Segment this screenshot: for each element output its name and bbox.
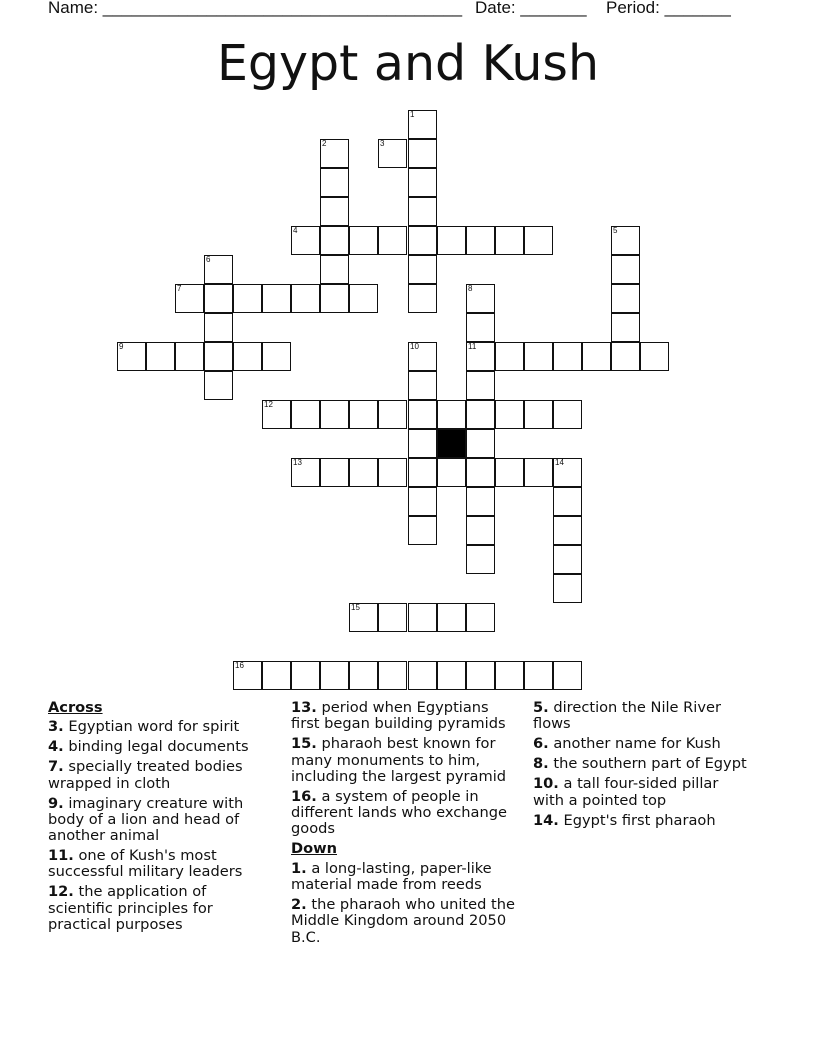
crossword-cell[interactable] bbox=[408, 458, 437, 487]
crossword-cell[interactable] bbox=[524, 661, 553, 690]
crossword-cell[interactable] bbox=[349, 661, 378, 690]
crossword-cell[interactable] bbox=[320, 255, 349, 284]
crossword-black-cell bbox=[437, 429, 466, 458]
clue-down-6 bbox=[533, 736, 748, 752]
clue-number: 10. bbox=[533, 775, 559, 793]
crossword-cell[interactable] bbox=[320, 197, 349, 226]
crossword-cell[interactable] bbox=[408, 603, 437, 632]
cell-number: 15 bbox=[351, 603, 360, 612]
crossword-cell[interactable] bbox=[495, 458, 524, 487]
clue-text: imaginary creature with body of a lion and head of another animal bbox=[48, 794, 244, 845]
crossword-cell[interactable] bbox=[553, 400, 582, 429]
crossword-cell-14[interactable] bbox=[553, 458, 582, 487]
crossword-cell-8[interactable] bbox=[466, 284, 495, 313]
crossword-cell[interactable] bbox=[262, 661, 291, 690]
crossword-cell[interactable] bbox=[553, 545, 582, 574]
crossword-cell-3[interactable] bbox=[378, 139, 407, 168]
crossword-cell[interactable] bbox=[524, 400, 553, 429]
date-field-label[interactable]: Date: _______ bbox=[475, 0, 587, 17]
crossword-cell[interactable] bbox=[466, 226, 495, 255]
crossword-cell-11[interactable] bbox=[466, 342, 495, 371]
clue-number: 5. bbox=[533, 699, 549, 716]
crossword-cell[interactable] bbox=[408, 371, 437, 400]
crossword-cell[interactable] bbox=[437, 661, 466, 690]
crossword-cell[interactable] bbox=[291, 400, 320, 429]
crossword-cell[interactable] bbox=[204, 313, 233, 342]
crossword-cell[interactable] bbox=[378, 458, 407, 487]
crossword-cell[interactable] bbox=[553, 574, 582, 603]
crossword-cell[interactable] bbox=[437, 458, 466, 487]
crossword-cell-16[interactable] bbox=[233, 661, 262, 690]
crossword-cell[interactable] bbox=[204, 371, 233, 400]
crossword-cell[interactable] bbox=[408, 284, 437, 313]
crossword-cell[interactable] bbox=[466, 400, 495, 429]
crossword-cell[interactable] bbox=[378, 661, 407, 690]
crossword-cell[interactable] bbox=[349, 458, 378, 487]
clue-text: specially treated bodies wrapped in cloth bbox=[48, 758, 243, 792]
cell-number: 8 bbox=[468, 284, 473, 293]
clue-number: 9. bbox=[48, 794, 64, 812]
crossword-cell[interactable] bbox=[611, 342, 640, 371]
cell-number: 3 bbox=[380, 139, 385, 148]
clue-text: direction the Nile River flows bbox=[533, 699, 721, 733]
crossword-cell[interactable] bbox=[408, 139, 437, 168]
crossword-cell[interactable] bbox=[378, 226, 407, 255]
cell-number: 10 bbox=[410, 342, 419, 351]
crossword-cell-9[interactable] bbox=[117, 342, 146, 371]
crossword-cell[interactable] bbox=[611, 255, 640, 284]
clue-text: binding legal documents bbox=[68, 738, 249, 756]
crossword-cell[interactable] bbox=[437, 226, 466, 255]
crossword-cell[interactable] bbox=[408, 429, 437, 458]
crossword-cell[interactable] bbox=[408, 516, 437, 545]
crossword-cell[interactable] bbox=[553, 516, 582, 545]
clue-text: pharaoh best known for many monuments to him, including the largest pyramid bbox=[291, 735, 507, 785]
cell-number: 2 bbox=[322, 139, 327, 148]
cell-number: 6 bbox=[206, 255, 211, 264]
clue-down-10 bbox=[533, 776, 748, 809]
clue-text: a long-lasting, paper-like material made from reeds bbox=[291, 859, 492, 894]
cell-number: 12 bbox=[264, 400, 273, 409]
crossword-cell-1[interactable] bbox=[408, 110, 437, 139]
crossword-cell[interactable] bbox=[466, 371, 495, 400]
crossword-cell-7[interactable] bbox=[175, 284, 204, 313]
crossword-cell-15[interactable] bbox=[349, 603, 378, 632]
crossword-cell[interactable] bbox=[349, 400, 378, 429]
cell-number: 5 bbox=[613, 226, 618, 235]
crossword-cell[interactable] bbox=[553, 342, 582, 371]
clue-number: 2. bbox=[291, 896, 307, 914]
clue-down-2 bbox=[291, 897, 516, 946]
crossword-cell[interactable] bbox=[495, 661, 524, 690]
crossword-cell-10[interactable] bbox=[408, 342, 437, 371]
crossword-cell[interactable] bbox=[553, 487, 582, 516]
name-field-label[interactable]: Name: ______________________________________ bbox=[48, 0, 463, 17]
crossword-cell[interactable] bbox=[378, 603, 407, 632]
crossword-cell[interactable] bbox=[582, 342, 611, 371]
crossword-cell[interactable] bbox=[320, 284, 349, 313]
cell-number: 9 bbox=[119, 342, 124, 351]
crossword-cell-13[interactable] bbox=[291, 458, 320, 487]
crossword-cell[interactable] bbox=[466, 313, 495, 342]
crossword-cell[interactable] bbox=[495, 226, 524, 255]
clue-down-8 bbox=[533, 756, 748, 772]
crossword-cell[interactable] bbox=[408, 226, 437, 255]
clue-number: 12. bbox=[48, 883, 74, 901]
crossword-cell[interactable] bbox=[204, 342, 233, 371]
clue-text: the application of scientific principles for practical purposes bbox=[48, 883, 213, 933]
crossword-cell[interactable] bbox=[524, 458, 553, 487]
clue-text: one of Kush's most successful military leaders bbox=[48, 847, 243, 881]
crossword-cell[interactable] bbox=[291, 661, 320, 690]
crossword-cell[interactable] bbox=[437, 400, 466, 429]
clue-across-13 bbox=[291, 700, 516, 733]
crossword-cell[interactable] bbox=[408, 661, 437, 690]
cell-number: 13 bbox=[293, 458, 302, 467]
clue-number: 7. bbox=[48, 758, 64, 776]
crossword-cell[interactable] bbox=[437, 603, 466, 632]
clue-number: 6. bbox=[533, 735, 549, 753]
clues-column-3 bbox=[533, 700, 748, 833]
crossword-cell[interactable] bbox=[349, 226, 378, 255]
crossword-cell[interactable] bbox=[611, 313, 640, 342]
clue-text: Egyptian word for spirit bbox=[68, 718, 240, 736]
crossword-cell[interactable] bbox=[320, 168, 349, 197]
clue-text: the pharaoh who united the Middle Kingdom around 2050 B.C. bbox=[291, 896, 516, 946]
crossword-cell[interactable] bbox=[320, 458, 349, 487]
clue-across-4 bbox=[48, 739, 268, 755]
down-heading: Down bbox=[291, 840, 338, 858]
clue-across-16 bbox=[291, 789, 516, 838]
clue-across-7 bbox=[48, 759, 268, 792]
clue-number: 3. bbox=[48, 718, 64, 736]
crossword-cell-4[interactable] bbox=[291, 226, 320, 255]
crossword-cell[interactable] bbox=[320, 226, 349, 255]
crossword-cell[interactable] bbox=[146, 342, 175, 371]
crossword-cell[interactable] bbox=[495, 400, 524, 429]
clue-down-14 bbox=[533, 813, 748, 829]
crossword-cell[interactable] bbox=[466, 516, 495, 545]
clue-text: the southern part of Egypt bbox=[553, 755, 747, 773]
clue-text: a system of people in different lands who exchange goods bbox=[291, 787, 507, 838]
clue-number: 11. bbox=[48, 847, 74, 865]
clue-down-5 bbox=[533, 700, 748, 733]
clue-across-12 bbox=[48, 884, 268, 933]
crossword-cell[interactable] bbox=[349, 284, 378, 313]
crossword-cell[interactable] bbox=[262, 284, 291, 313]
clue-down-1 bbox=[291, 861, 516, 894]
crossword-cell-6[interactable] bbox=[204, 255, 233, 284]
crossword-cell[interactable] bbox=[408, 255, 437, 284]
crossword-cell[interactable] bbox=[466, 487, 495, 516]
clue-across-9 bbox=[48, 796, 268, 845]
across-heading: Across bbox=[48, 699, 103, 716]
period-field-label[interactable]: Period: _______ bbox=[606, 0, 731, 17]
clue-text: another name for Kush bbox=[553, 735, 721, 753]
clue-across-15 bbox=[291, 736, 516, 785]
crossword-cell[interactable] bbox=[466, 545, 495, 574]
crossword-cell[interactable] bbox=[233, 342, 262, 371]
clue-text: Egypt's first pharaoh bbox=[563, 811, 716, 829]
crossword-cell[interactable] bbox=[495, 342, 524, 371]
crossword-cell[interactable] bbox=[553, 661, 582, 690]
cell-number: 16 bbox=[235, 661, 244, 670]
clue-number: 1. bbox=[291, 859, 307, 877]
crossword-cell[interactable] bbox=[291, 284, 320, 313]
crossword-cell[interactable] bbox=[466, 429, 495, 458]
crossword-cell[interactable] bbox=[466, 458, 495, 487]
crossword-cell[interactable] bbox=[378, 400, 407, 429]
crossword-cell[interactable] bbox=[320, 661, 349, 690]
crossword-cell[interactable] bbox=[466, 603, 495, 632]
clue-number: 8. bbox=[533, 755, 549, 773]
crossword-cell[interactable] bbox=[175, 342, 204, 371]
cell-number: 4 bbox=[293, 226, 298, 235]
cell-number: 11 bbox=[468, 342, 477, 351]
clue-across-11 bbox=[48, 848, 268, 881]
crossword-cell[interactable] bbox=[320, 400, 349, 429]
clue-number: 13. bbox=[291, 699, 317, 716]
clue-number: 4. bbox=[48, 738, 64, 756]
page-title: Egypt and Kush bbox=[216, 35, 600, 92]
crossword-cell[interactable] bbox=[611, 284, 640, 313]
clue-number: 14. bbox=[533, 811, 559, 829]
cell-number: 1 bbox=[410, 110, 415, 119]
crossword-cell[interactable] bbox=[204, 284, 233, 313]
crossword-cell[interactable] bbox=[233, 284, 262, 313]
crossword-cell[interactable] bbox=[408, 400, 437, 429]
crossword-cell[interactable] bbox=[640, 342, 669, 371]
crossword-cell[interactable] bbox=[262, 342, 291, 371]
crossword-cell[interactable] bbox=[408, 197, 437, 226]
crossword-cell-12[interactable] bbox=[262, 400, 291, 429]
crossword-cell-2[interactable] bbox=[320, 139, 349, 168]
clues-column-2 bbox=[291, 700, 516, 950]
crossword-cell[interactable] bbox=[408, 168, 437, 197]
clue-number: 15. bbox=[291, 735, 317, 753]
cell-number: 14 bbox=[555, 458, 564, 467]
crossword-cell[interactable] bbox=[524, 342, 553, 371]
clue-across-3 bbox=[48, 719, 268, 735]
clue-text: a tall four-sided pillar with a pointed top bbox=[533, 775, 719, 809]
cell-number: 7 bbox=[177, 284, 182, 293]
crossword-cell[interactable] bbox=[408, 487, 437, 516]
crossword-cell[interactable] bbox=[466, 661, 495, 690]
clue-number: 16. bbox=[291, 787, 317, 805]
crossword-cell[interactable] bbox=[524, 226, 553, 255]
clue-text: period when Egyptians first began building pyramids bbox=[291, 699, 506, 733]
crossword-cell-5[interactable] bbox=[611, 226, 640, 255]
clues-column-1 bbox=[48, 700, 268, 937]
